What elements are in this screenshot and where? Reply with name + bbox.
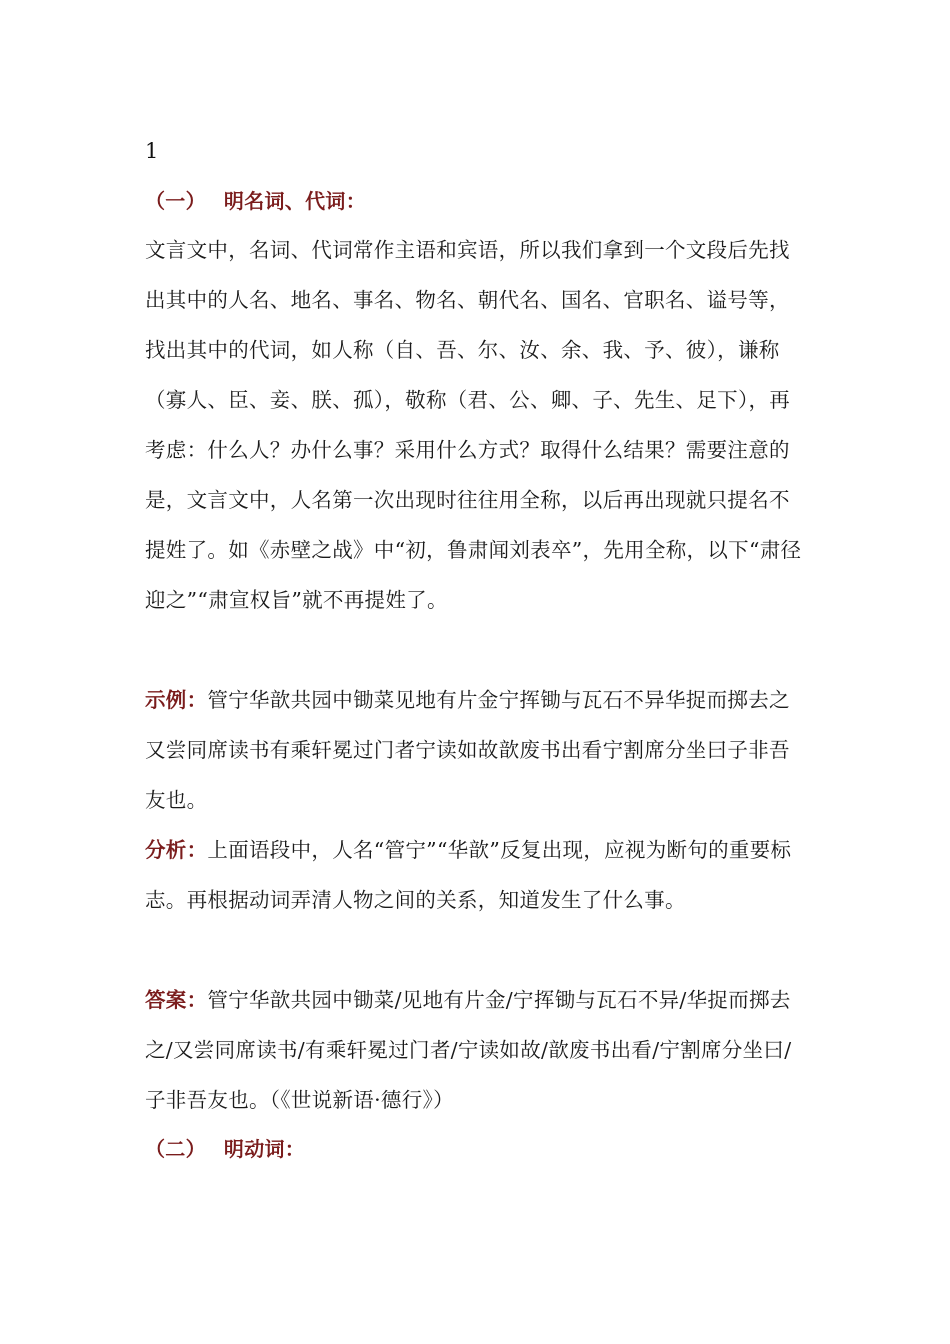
- example-paragraph: [145, 675, 810, 825]
- section-title-2: 明动词：: [223, 1137, 306, 1161]
- analysis-text: 上面语段中，人名“管宁”“华歆”反复出现，应视为断句的重要标志。再根据动词弄清人物之间的关系，知道发生了什么事。: [145, 838, 792, 912]
- section-heading-1: [145, 186, 810, 216]
- answer-label: 答案：: [145, 988, 208, 1012]
- example-text: 管宁华歆共园中锄菜见地有片金宁挥锄与瓦石不异华捉而掷去之又尝同席读书有乘轩冕过门者宁读如故歆废书出看宁割席分坐曰子非吾友也。: [145, 688, 790, 812]
- intro-paragraph: 文言文中，名词、代词常作主语和宾语，所以我们拿到一个文段后先找出其中的人名、地名、事名、物名、朝代名、国名、官职名、谥号等，找出其中的代词，如人称（自、吾、尔、汝、余、我、予、彼），谦称（寡人、臣、妾、朕、孤），敬称（君、公、卿、子、先生、足下），再考虑：什么人？办什么事？采用什么方式？取得什么结果？需要注意的是，文言文中，人名第一次出现时往往用全称，以后再出现就只提名不提姓了。如《赤壁之战》中“初，鲁肃闻刘表卒”，先用全称，以下“肃径迎之”“肃宣权旨”就不再提姓了。: [145, 238, 802, 612]
- answer-paragraph: [145, 975, 810, 1125]
- answer-text: 管宁华歆共园中锄菜/见地有片金/宁挥锄与瓦石不异/华捉而掷去之/又尝同席读书/有乘轩冕过门者/宁读如故/歆废书出看/宁割席分坐曰/子非吾友也。（《世说新语·德行》）: [145, 988, 792, 1112]
- section-number-2: （二）: [145, 1137, 206, 1161]
- example-label: 示例：: [145, 688, 208, 712]
- analysis-paragraph: [145, 825, 810, 925]
- section-heading-2: [145, 1134, 810, 1164]
- page-number: 1: [145, 139, 159, 163]
- analysis-label: 分析：: [145, 838, 208, 862]
- section-title-1: 明名词、代词：: [223, 189, 367, 213]
- section-number-1: （一）: [145, 189, 206, 213]
